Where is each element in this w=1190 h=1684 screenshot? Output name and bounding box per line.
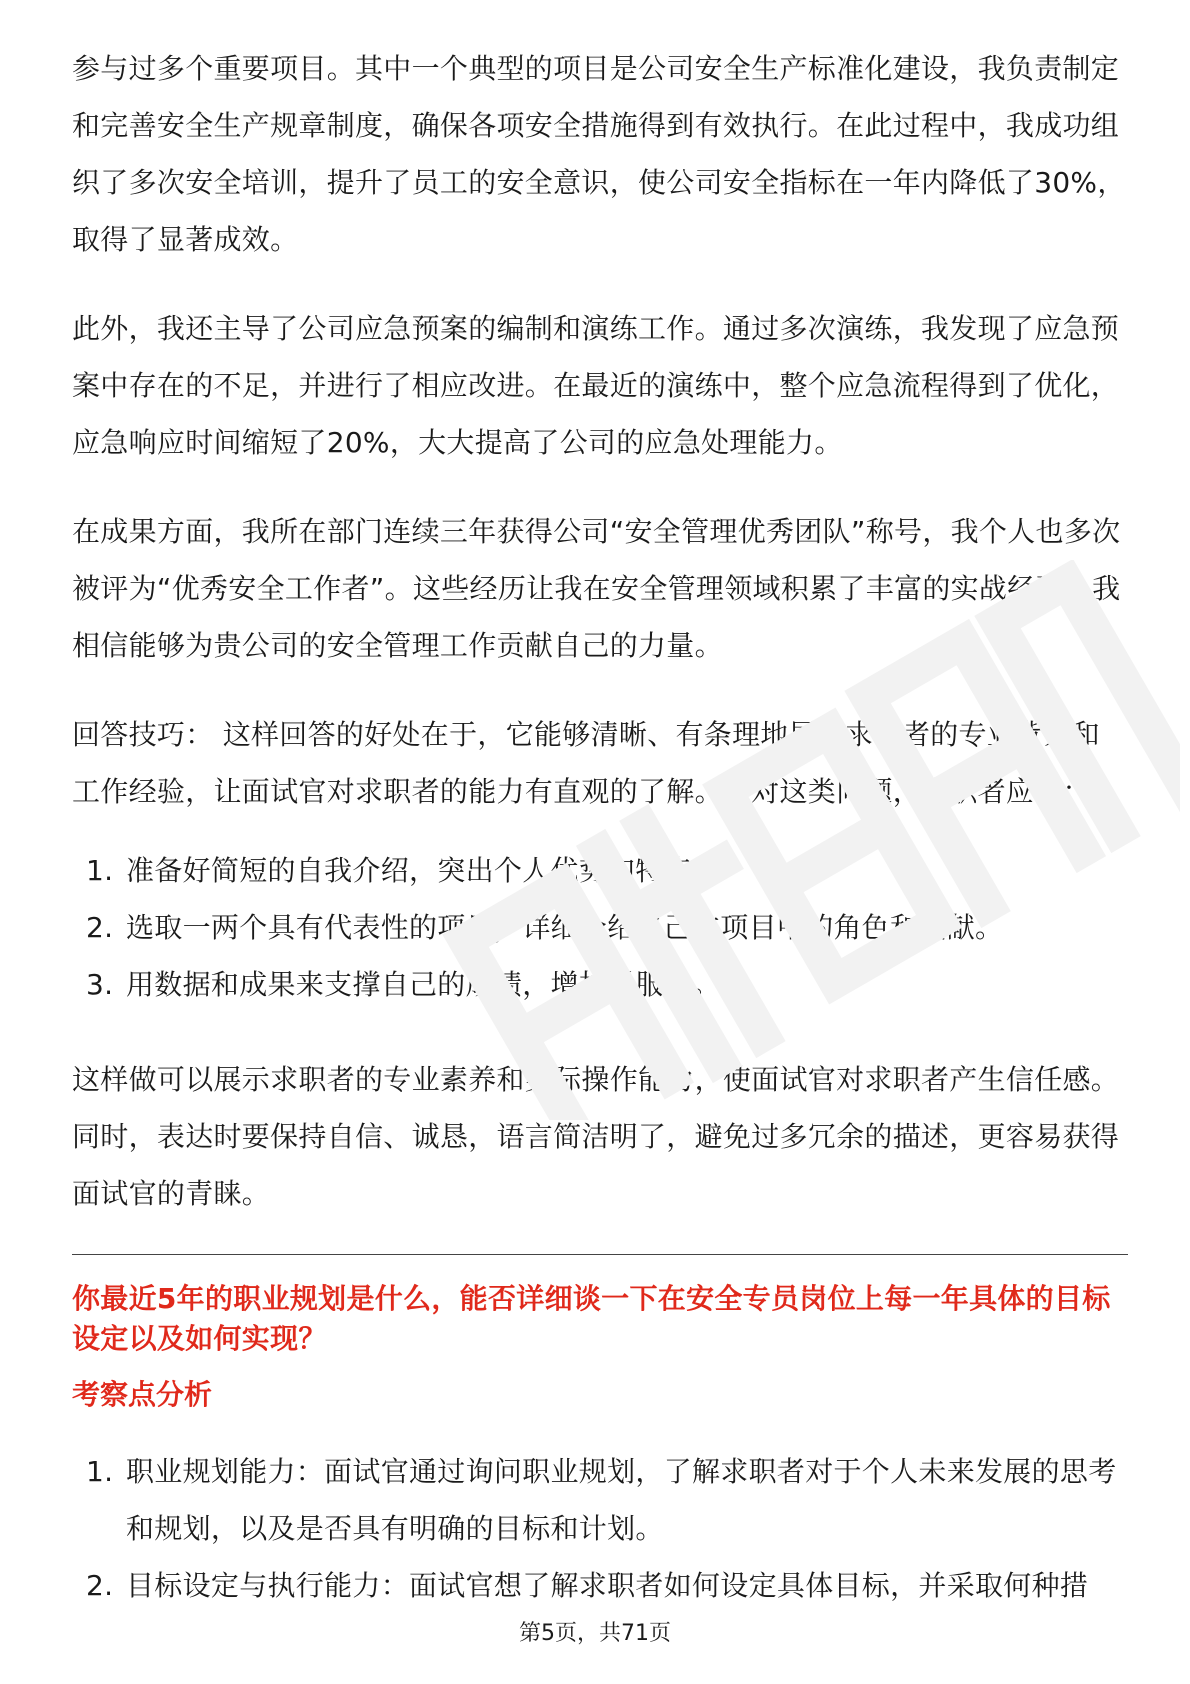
list-item-text: 选取一两个具有代表性的项目，详细介绍自己在项目中的角色和贡献。 — [126, 911, 1004, 944]
list-item — [72, 1443, 1128, 1557]
list-number: 1. — [86, 1455, 114, 1488]
list-number: 1. — [86, 854, 114, 887]
analysis-list — [72, 1443, 1128, 1614]
document-body — [72, 40, 1128, 1614]
list-item-text: 准备好简短的自我介绍，突出个人优势和特点。 — [126, 854, 721, 887]
list-number: 2. — [86, 1569, 114, 1602]
paragraph-emergency: 此外，我还主导了公司应急预案的编制和演练工作。通过多次演练，我发现了应急预案中存在的不足，并进行了相应改进。在最近的演练中，整个应急流程得到了优化，应急响应时间缩短了20%，大大提高了公司的应急处理能力。 — [72, 312, 1120, 459]
paragraph-answer-tips: 回答技巧： 这样回答的好处在于，它能够清晰、有条理地展示求职者的专业背景和工作经验，让面试官对求职者的能力有直观的了解。针对这类问题，求职者应该： — [72, 718, 1101, 808]
paragraph-project: 参与过多个重要项目。其中一个典型的项目是公司安全生产标准化建设，我负责制定和完善安全生产规章制度，确保各项安全措施得到有效执行。在此过程中，我成功组织了多次安全培训，提升了员工的安全意识，使公司安全指标在一年内降低了30%，取得了显著成效。 — [72, 52, 1126, 256]
list-item — [72, 899, 1128, 956]
list-item-text: 用数据和成果来支撑自己的成绩，增加说服力。 — [126, 968, 721, 1001]
list-item-text: 目标设定与执行能力：面试官想了解求职者如何设定具体目标，并采取何种措 — [126, 1569, 1089, 1602]
paragraph-closing: 这样做可以展示求职者的专业素养和实际操作能力，使面试官对求职者产生信任感。同时，表达时要保持自信、诚恳，语言简洁明了，避免过多冗余的描述，更容易获得面试官的青睐。 — [72, 1063, 1120, 1210]
section-divider — [72, 1254, 1128, 1255]
list-item — [72, 1557, 1128, 1614]
analysis-title: 考察点分析 — [72, 1378, 213, 1411]
list-number: 2. — [86, 911, 114, 944]
list-item — [72, 956, 1128, 1013]
list-number: 3. — [86, 968, 114, 1001]
list-item — [72, 842, 1128, 899]
interview-question: 你最近5年的职业规划是什么，能否详细谈一下在安全专员岗位上每一年具体的目标设定以及如何实现？ — [72, 1282, 1111, 1355]
tips-list — [72, 842, 1128, 1013]
page-footer: 第5页，共71页 — [519, 1621, 671, 1646]
list-item-text: 职业规划能力：面试官通过询问职业规划，了解求职者对于个人未来发展的思考和规划，以及是否具有明确的目标和计划。 — [126, 1455, 1117, 1545]
paragraph-achievements: 在成果方面，我所在部门连续三年获得公司“安全管理优秀团队”称号，我个人也多次被评为“优秀安全工作者”。这些经历让我在安全管理领域积累了丰富的实战经验，我相信能够为贵公司的安全管理工作贡献自己的力量。 — [72, 515, 1121, 662]
